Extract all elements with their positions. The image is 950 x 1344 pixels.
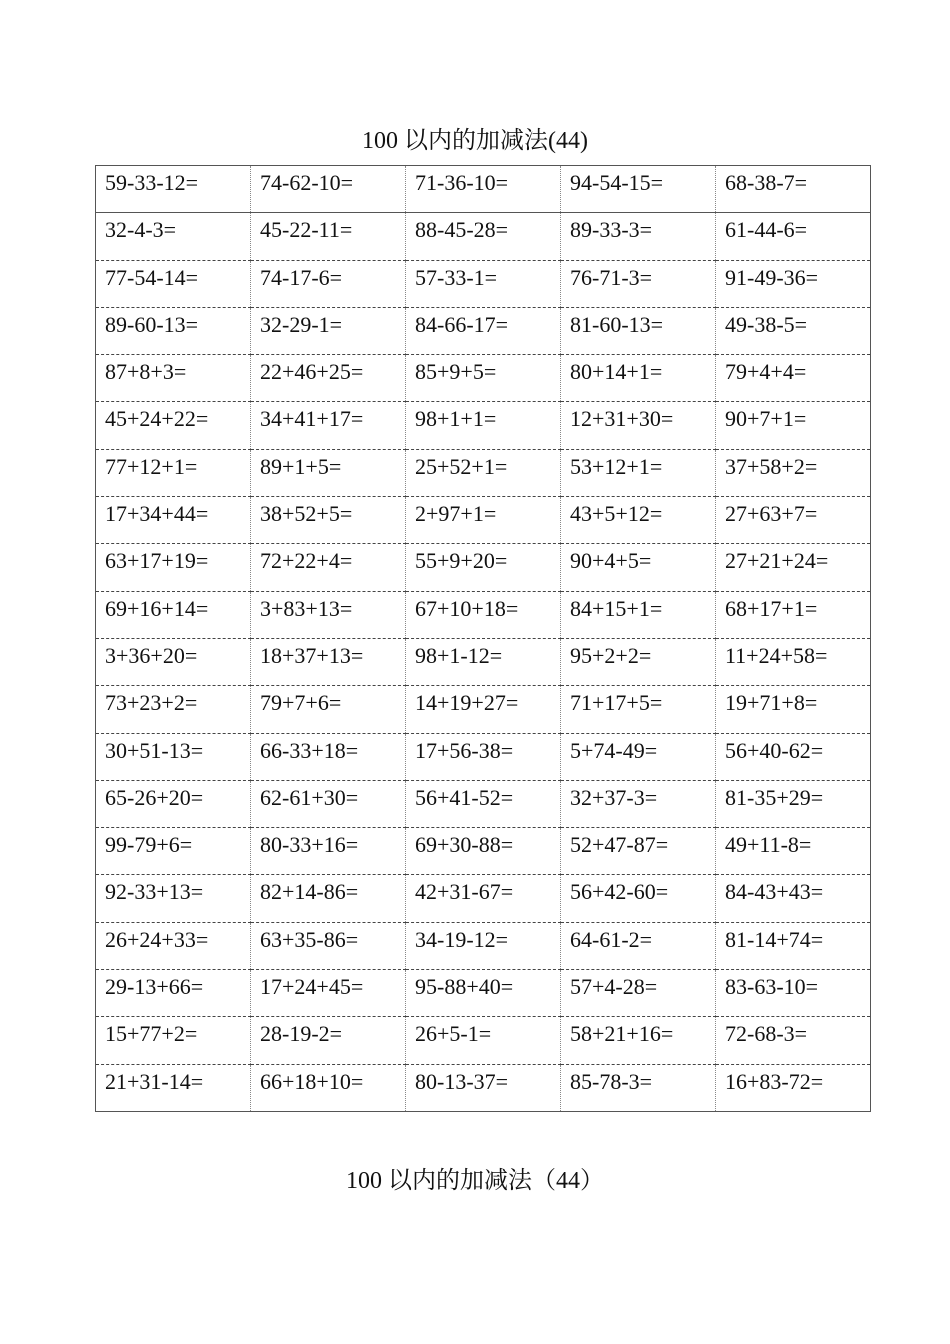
problem-cell: 15+77+2= bbox=[96, 1017, 251, 1064]
problem-row bbox=[96, 1064, 871, 1111]
problem-row bbox=[96, 260, 871, 307]
problem-cell: 90+4+5= bbox=[561, 544, 716, 591]
problem-cell: 65-26+20= bbox=[96, 780, 251, 827]
problem-cell: 18+37+13= bbox=[251, 638, 406, 685]
problem-cell: 21+31-14= bbox=[96, 1064, 251, 1111]
problem-cell: 22+46+25= bbox=[251, 355, 406, 402]
problem-cell: 99-79+6= bbox=[96, 828, 251, 875]
problem-cell: 57+4-28= bbox=[561, 970, 716, 1017]
problem-cell: 73+23+2= bbox=[96, 686, 251, 733]
problem-cell: 56+41-52= bbox=[406, 780, 561, 827]
problem-cell: 42+31-67= bbox=[406, 875, 561, 922]
problem-cell: 26+24+33= bbox=[96, 922, 251, 969]
problem-cell: 34+41+17= bbox=[251, 402, 406, 449]
problem-cell: 80-33+16= bbox=[251, 828, 406, 875]
problem-row bbox=[96, 166, 871, 213]
problem-cell: 3+83+13= bbox=[251, 591, 406, 638]
problem-cell: 5+74-49= bbox=[561, 733, 716, 780]
problem-cell: 56+42-60= bbox=[561, 875, 716, 922]
problem-cell: 43+5+12= bbox=[561, 497, 716, 544]
problem-row bbox=[96, 449, 871, 496]
problem-row bbox=[96, 497, 871, 544]
problem-cell: 12+31+30= bbox=[561, 402, 716, 449]
problem-cell: 30+51-13= bbox=[96, 733, 251, 780]
problem-cell: 85-78-3= bbox=[561, 1064, 716, 1111]
problem-row bbox=[96, 591, 871, 638]
problem-cell: 64-61-2= bbox=[561, 922, 716, 969]
problem-cell: 45+24+22= bbox=[96, 402, 251, 449]
problem-row bbox=[96, 1017, 871, 1064]
problem-table bbox=[95, 165, 871, 1112]
problem-cell: 81-35+29= bbox=[716, 780, 871, 827]
problem-row bbox=[96, 686, 871, 733]
problem-cell: 89+1+5= bbox=[251, 449, 406, 496]
problem-cell: 83-63-10= bbox=[716, 970, 871, 1017]
problem-cell: 38+52+5= bbox=[251, 497, 406, 544]
problem-cell: 68+17+1= bbox=[716, 591, 871, 638]
problem-row bbox=[96, 638, 871, 685]
problem-cell: 2+97+1= bbox=[406, 497, 561, 544]
problem-cell: 81-60-13= bbox=[561, 307, 716, 354]
problem-cell: 57-33-1= bbox=[406, 260, 561, 307]
problem-cell: 16+83-72= bbox=[716, 1064, 871, 1111]
problem-cell: 34-19-12= bbox=[406, 922, 561, 969]
problem-cell: 80+14+1= bbox=[561, 355, 716, 402]
problem-cell: 87+8+3= bbox=[96, 355, 251, 402]
problem-cell: 71-36-10= bbox=[406, 166, 561, 213]
problem-cell: 77-54-14= bbox=[96, 260, 251, 307]
problem-cell: 17+24+45= bbox=[251, 970, 406, 1017]
problem-cell: 52+47-87= bbox=[561, 828, 716, 875]
problem-cell: 49-38-5= bbox=[716, 307, 871, 354]
problem-cell: 3+36+20= bbox=[96, 638, 251, 685]
problem-row bbox=[96, 922, 871, 969]
problem-cell: 80-13-37= bbox=[406, 1064, 561, 1111]
problem-cell: 59-33-12= bbox=[96, 166, 251, 213]
problem-cell: 98+1-12= bbox=[406, 638, 561, 685]
problem-cell: 84-43+43= bbox=[716, 875, 871, 922]
problem-row bbox=[96, 213, 871, 260]
problem-cell: 84-66-17= bbox=[406, 307, 561, 354]
problem-cell: 61-44-6= bbox=[716, 213, 871, 260]
problem-cell: 29-13+66= bbox=[96, 970, 251, 1017]
problem-cell: 89-33-3= bbox=[561, 213, 716, 260]
problem-cell: 92-33+13= bbox=[96, 875, 251, 922]
problem-cell: 27+63+7= bbox=[716, 497, 871, 544]
problem-cell: 32-29-1= bbox=[251, 307, 406, 354]
problem-cell: 81-14+74= bbox=[716, 922, 871, 969]
problem-row bbox=[96, 875, 871, 922]
problem-table-body bbox=[96, 166, 871, 1112]
problem-cell: 67+10+18= bbox=[406, 591, 561, 638]
problem-cell: 19+71+8= bbox=[716, 686, 871, 733]
problem-cell: 49+11-8= bbox=[716, 828, 871, 875]
problem-cell: 79+4+4= bbox=[716, 355, 871, 402]
page-footer: 100 以内的加减法（44） bbox=[346, 1168, 604, 1194]
problem-cell: 14+19+27= bbox=[406, 686, 561, 733]
problem-cell: 82+14-86= bbox=[251, 875, 406, 922]
problem-cell: 26+5-1= bbox=[406, 1017, 561, 1064]
problem-cell: 56+40-62= bbox=[716, 733, 871, 780]
problem-cell: 28-19-2= bbox=[251, 1017, 406, 1064]
problem-cell: 53+12+1= bbox=[561, 449, 716, 496]
problem-cell: 72+22+4= bbox=[251, 544, 406, 591]
problem-cell: 71+17+5= bbox=[561, 686, 716, 733]
problem-cell: 79+7+6= bbox=[251, 686, 406, 733]
problem-row bbox=[96, 780, 871, 827]
problem-cell: 90+7+1= bbox=[716, 402, 871, 449]
problem-cell: 68-38-7= bbox=[716, 166, 871, 213]
problem-cell: 25+52+1= bbox=[406, 449, 561, 496]
problem-row bbox=[96, 355, 871, 402]
problem-cell: 74-17-6= bbox=[251, 260, 406, 307]
problem-cell: 94-54-15= bbox=[561, 166, 716, 213]
problem-cell: 62-61+30= bbox=[251, 780, 406, 827]
problem-cell: 84+15+1= bbox=[561, 591, 716, 638]
problem-cell: 77+12+1= bbox=[96, 449, 251, 496]
problem-cell: 98+1+1= bbox=[406, 402, 561, 449]
problem-cell: 91-49-36= bbox=[716, 260, 871, 307]
problem-cell: 88-45-28= bbox=[406, 213, 561, 260]
problem-cell: 95-88+40= bbox=[406, 970, 561, 1017]
problem-row bbox=[96, 828, 871, 875]
problem-cell: 95+2+2= bbox=[561, 638, 716, 685]
problem-row bbox=[96, 733, 871, 780]
problem-cell: 17+34+44= bbox=[96, 497, 251, 544]
problem-cell: 17+56-38= bbox=[406, 733, 561, 780]
problem-cell: 69+16+14= bbox=[96, 591, 251, 638]
problem-cell: 11+24+58= bbox=[716, 638, 871, 685]
problem-row bbox=[96, 544, 871, 591]
problem-row bbox=[96, 970, 871, 1017]
problem-cell: 66+18+10= bbox=[251, 1064, 406, 1111]
problem-row bbox=[96, 307, 871, 354]
problem-cell: 32+37-3= bbox=[561, 780, 716, 827]
problem-cell: 72-68-3= bbox=[716, 1017, 871, 1064]
problem-cell: 37+58+2= bbox=[716, 449, 871, 496]
problem-cell: 63+17+19= bbox=[96, 544, 251, 591]
problem-cell: 74-62-10= bbox=[251, 166, 406, 213]
problem-cell: 32-4-3= bbox=[96, 213, 251, 260]
problem-cell: 58+21+16= bbox=[561, 1017, 716, 1064]
problem-cell: 76-71-3= bbox=[561, 260, 716, 307]
problem-cell: 63+35-86= bbox=[251, 922, 406, 969]
problem-cell: 27+21+24= bbox=[716, 544, 871, 591]
problem-row bbox=[96, 402, 871, 449]
problem-cell: 66-33+18= bbox=[251, 733, 406, 780]
problem-cell: 89-60-13= bbox=[96, 307, 251, 354]
problem-cell: 85+9+5= bbox=[406, 355, 561, 402]
problem-cell: 69+30-88= bbox=[406, 828, 561, 875]
problem-cell: 45-22-11= bbox=[251, 213, 406, 260]
page-title: 100 以内的加减法(44) bbox=[362, 128, 588, 154]
problem-cell: 55+9+20= bbox=[406, 544, 561, 591]
